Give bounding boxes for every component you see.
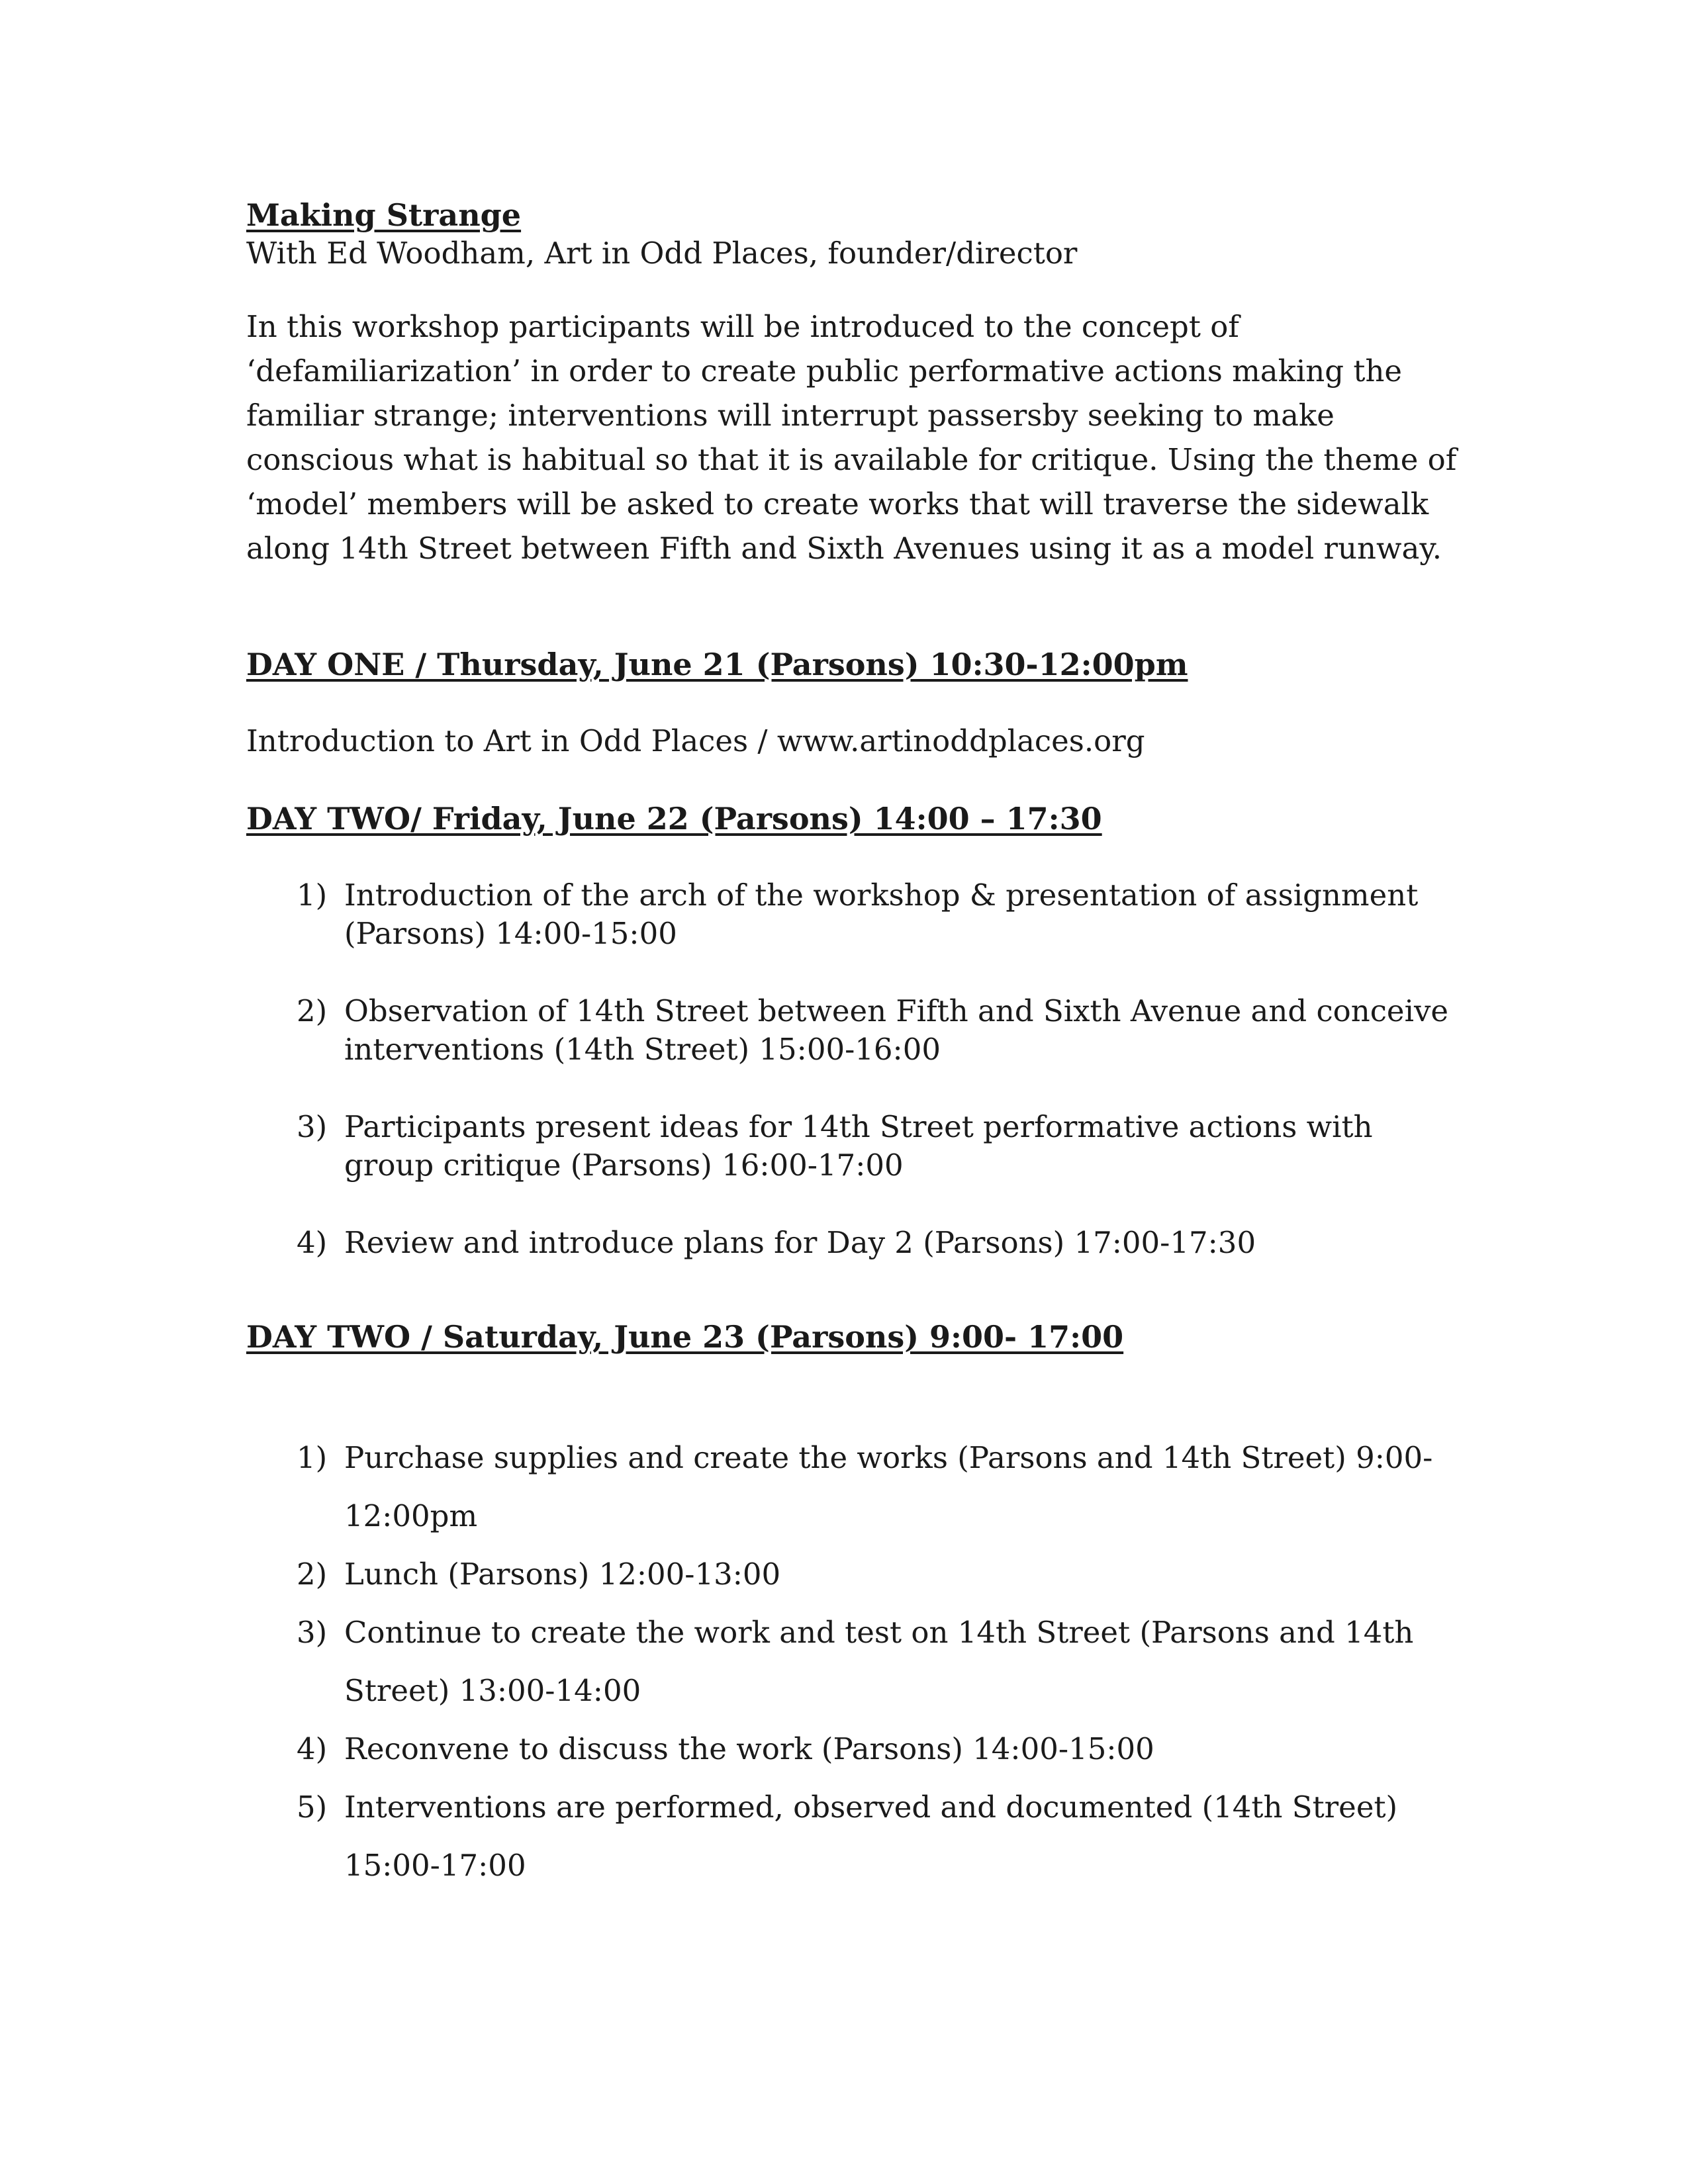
list-item	[246, 1224, 1458, 1262]
list-item-text: Continue to create the work and test on 14th Street (Parsons and 14th Street) 13:00-14:00	[344, 1615, 1414, 1708]
day-two-saturday-list	[246, 1429, 1458, 1895]
list-item-number: 3)	[297, 1615, 328, 1650]
document-title: Making Strange	[246, 197, 522, 233]
document-subtitle: With Ed Woodham, Art in Odd Places, founder/director	[246, 236, 1078, 271]
list-item	[246, 1778, 1458, 1895]
list-item-text: Review and introduce plans for Day 2 (Parsons) 17:00-17:30	[344, 1225, 1256, 1260]
day-two-friday-list	[246, 876, 1458, 1262]
list-item	[246, 876, 1458, 953]
list-item-text: Observation of 14th Street between Fifth and Sixth Avenue and conceive interventions (14th Street) 15:00-16:00	[344, 993, 1449, 1067]
list-item-number: 4)	[297, 1225, 328, 1260]
intro-paragraph: In this workshop participants will be introduced to the concept of ‘defamiliarization’ in order to create public performative actions making the familiar strange; interventions will interrupt passersby seeking to make conscious what is habitual so that it is available for critique. Using the theme of ‘model’ members will be asked to create works that will traverse the sidewalk along 14th Street between Fifth and Sixth Avenues using it as a model runway.	[246, 309, 1457, 566]
list-item	[246, 1429, 1458, 1545]
list-item-text: Interventions are performed, observed and documented (14th Street) 15:00-17:00	[344, 1790, 1398, 1883]
list-item-text: Lunch (Parsons) 12:00-13:00	[344, 1557, 781, 1592]
list-item-number: 5)	[297, 1790, 328, 1825]
day-one-text: Introduction to Art in Odd Places / www.artinoddplaces.org	[246, 723, 1145, 758]
list-item	[246, 1604, 1458, 1720]
list-item-text: Introduction of the arch of the workshop & presentation of assignment (Parsons) 14:00-15:00	[344, 878, 1419, 951]
day-one-heading: DAY ONE / Thursday, June 21 (Parsons) 10:30-12:00pm	[246, 647, 1188, 682]
list-item-number: 1)	[297, 1440, 328, 1475]
day-two-friday-heading: DAY TWO/ Friday, June 22 (Parsons) 14:00 – 17:30	[246, 801, 1102, 837]
list-item-number: 3)	[297, 1109, 328, 1144]
list-item	[246, 1545, 1458, 1604]
day-two-saturday-heading: DAY TWO / Saturday, June 23 (Parsons) 9:00- 17:00	[246, 1319, 1124, 1355]
list-item-text: Participants present ideas for 14th Street performative actions with group critique (Parsons) 16:00-17:00	[344, 1109, 1373, 1183]
document-page	[246, 196, 1458, 1895]
list-item-number: 4)	[297, 1731, 328, 1766]
list-item-number: 2)	[297, 1557, 328, 1592]
list-item-text: Reconvene to discuss the work (Parsons) 14:00-15:00	[344, 1731, 1154, 1766]
list-item-text: Purchase supplies and create the works (Parsons and 14th Street) 9:00-12:00pm	[344, 1440, 1433, 1533]
list-item	[246, 992, 1458, 1069]
list-item-number: 2)	[297, 993, 328, 1028]
list-item	[246, 1108, 1458, 1185]
list-item-number: 1)	[297, 878, 328, 913]
list-item	[246, 1720, 1458, 1778]
